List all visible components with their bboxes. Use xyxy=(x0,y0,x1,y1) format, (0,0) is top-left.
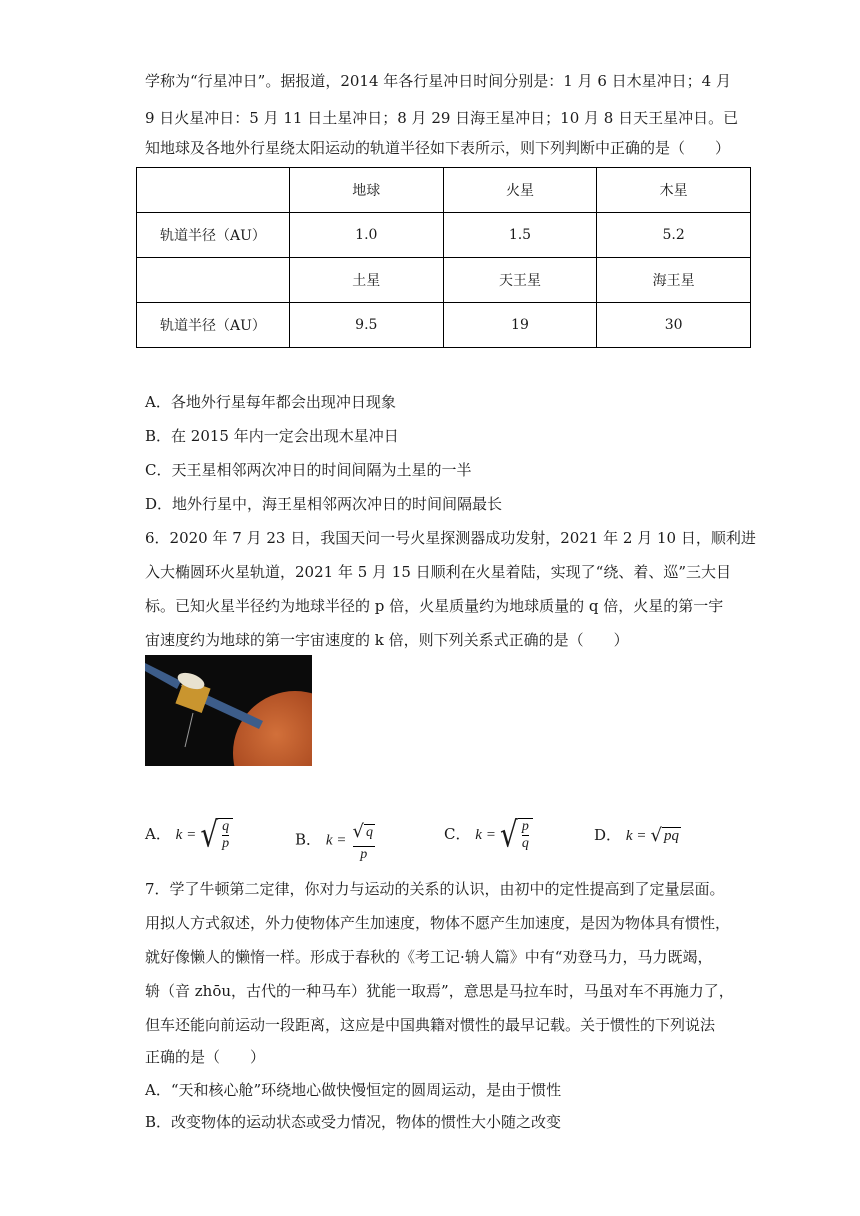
mars-probe-image xyxy=(145,655,312,766)
q6-line-1: 6．2020 年 7 月 23 日，我国天问一号火星探测器成功发射，2021 年 2 月 10 日，顺利进 xyxy=(145,529,756,547)
q6-line-2: 入大椭圆环火星轨道，2021 年 5 月 15 日顺利在火星着陆，实现了“绕、着、巡”三大目 xyxy=(145,563,731,581)
q6-option-c: C． k = √ $\frac{p}{q}$ xyxy=(444,818,533,852)
q7-line-2: 用拟人方式叙述，外力使物体产生加速度，物体不愿产生加速度，是因为物体具有惯性， xyxy=(145,914,731,932)
q6-option-d: D． k = √ pq xyxy=(594,822,681,850)
table-cell: 9.5 xyxy=(289,303,443,348)
q5-option-a: A．各地外行星每年都会出现冲日现象 xyxy=(145,393,396,411)
q5-option-c: C．天王星相邻两次冲日的时间间隔为土星的一半 xyxy=(145,461,472,479)
table-cell: 海王星 xyxy=(597,258,751,303)
table-cell: 天王星 xyxy=(443,258,597,303)
q7-option-a: A．“天和核心舱”环绕地心做快慢恒定的圆周运动，是由于惯性 xyxy=(145,1081,562,1099)
q5-option-d: D．地外行星中，海王星相邻两次冲日的时间间隔最长 xyxy=(145,495,503,513)
q7-line-4: 辀（音 zhōu，古代的一种马车）犹能一取焉”，意思是马拉车时，马虽对车不再施力了， xyxy=(145,982,734,1000)
fraction-expression: √ q p xyxy=(353,818,375,863)
table-cell: 火星 xyxy=(443,168,597,213)
q6-line-3: 标。已知火星半径约为地球半径的 p 倍，火星质量约为地球质量的 q 倍，火星的第一宇 xyxy=(145,597,724,615)
sqrt-expression: √ pq xyxy=(651,822,681,850)
q7-line-1: 7．学了牛顿第二定律，你对力与运动的关系的认识，由初中的定性提高到了定量层面。 xyxy=(145,880,725,898)
q7-line-5: 但车还能向前运动一段距离，这应是中国典籍对惯性的最早记载。关于惯性的下列说法 xyxy=(145,1016,716,1034)
q7-option-b: B．改变物体的运动状态或受力情况，物体的惯性大小随之改变 xyxy=(145,1113,562,1131)
table-cell: 1.0 xyxy=(289,213,443,258)
table-cell: 5.2 xyxy=(597,213,751,258)
intro-line-2: 9 日火星冲日：5 月 11 日土星冲日；8 月 29 日海王星冲日；10 月 8 日天王星冲日。已 xyxy=(145,109,739,127)
table-row xyxy=(137,258,751,303)
q6-option-a: A． k = √ $\frac{q}{p}$ xyxy=(145,818,233,852)
sqrt-expression: √ $\frac{p}{q}$ xyxy=(500,818,533,852)
table-cell: 1.5 xyxy=(443,213,597,258)
table-row xyxy=(137,303,751,348)
table-cell: 19 xyxy=(443,303,597,348)
radical-icon: √ xyxy=(352,821,364,842)
table-cell: 30 xyxy=(597,303,751,348)
intro-line-3: 知地球及各地外行星绕太阳运动的轨道半径如下表所示，则下列判断中正确的是（ ） xyxy=(145,139,731,157)
sqrt-expression: √ $\frac{q}{p}$ xyxy=(200,818,233,852)
q5-option-b: B．在 2015 年内一定会出现木星冲日 xyxy=(145,427,399,445)
table-cell xyxy=(137,168,290,213)
radical-icon: √ xyxy=(200,813,219,855)
table-cell: 土星 xyxy=(289,258,443,303)
q6-option-b: B． k = √ q p xyxy=(295,818,377,863)
q6-line-4: 宙速度约为地球的第一宇宙速度的 k 倍，则下列关系式正确的是（ ） xyxy=(145,631,629,649)
table-cell xyxy=(137,258,290,303)
table-cell: 轨道半径（AU） xyxy=(137,303,290,348)
q7-line-3: 就好像懒人的懒惰一样。形成于春秋的《考工记·辀人篇》中有“劝登马力，马力既竭， xyxy=(145,948,713,966)
table-row xyxy=(137,213,751,258)
mars-probe-illustration xyxy=(145,655,312,766)
table-cell: 木星 xyxy=(597,168,751,213)
radical-icon: √ xyxy=(499,813,518,855)
radical-icon: √ xyxy=(650,825,662,846)
table-cell: 轨道半径（AU） xyxy=(137,213,290,258)
intro-line-1: 学称为“行星冲日”。据报道，2014 年各行星冲日时间分别是：1 月 6 日木星冲日；4 月 xyxy=(145,72,731,90)
table-row xyxy=(137,168,751,213)
q7-line-6: 正确的是（ ） xyxy=(145,1048,266,1066)
table-cell: 地球 xyxy=(289,168,443,213)
orbit-radius-table xyxy=(136,167,751,348)
